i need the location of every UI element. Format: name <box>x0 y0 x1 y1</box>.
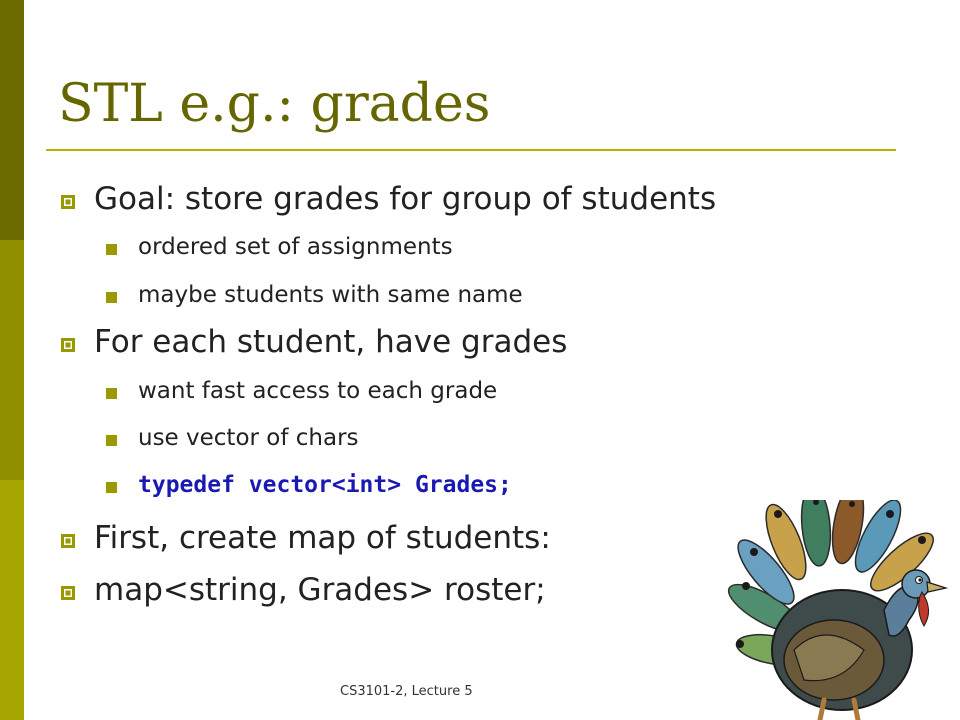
square-bullet-icon <box>60 533 76 549</box>
title-underline <box>46 149 896 151</box>
square-bullet-icon <box>106 244 117 255</box>
square-bullet-icon <box>60 337 76 353</box>
code-snippet: typedef vector<int> Grades; <box>138 472 512 498</box>
square-bullet-icon <box>60 194 76 210</box>
subitem-text: ordered set of assignments <box>138 234 453 260</box>
sidebar-segment-top <box>0 0 24 240</box>
slide-title: STL e.g.: grades <box>58 74 491 134</box>
sidebar-segment-middle <box>0 240 24 480</box>
square-bullet-icon <box>106 435 117 446</box>
sidebar-bar <box>0 0 24 720</box>
subitem-text: maybe students with same name <box>138 282 523 308</box>
square-bullet-icon <box>106 388 117 399</box>
square-bullet-icon <box>60 585 76 601</box>
bullet-text: For each student, have grades <box>94 324 568 360</box>
sidebar-segment-bottom <box>0 480 24 720</box>
bullet-text: Goal: store grades for group of students <box>94 181 717 217</box>
subitem-text: use vector of chars <box>138 425 359 451</box>
slide-footer: CS3101-2, Lecture 5 <box>340 684 473 699</box>
bullet-text: First, create map of students: <box>94 520 551 556</box>
turkey-clipart-icon <box>724 500 960 720</box>
square-bullet-icon <box>106 292 117 303</box>
subitem-text: want fast access to each grade <box>138 378 498 404</box>
square-bullet-icon <box>106 482 117 493</box>
bullet-text: map<string, Grades> roster; <box>94 572 546 608</box>
